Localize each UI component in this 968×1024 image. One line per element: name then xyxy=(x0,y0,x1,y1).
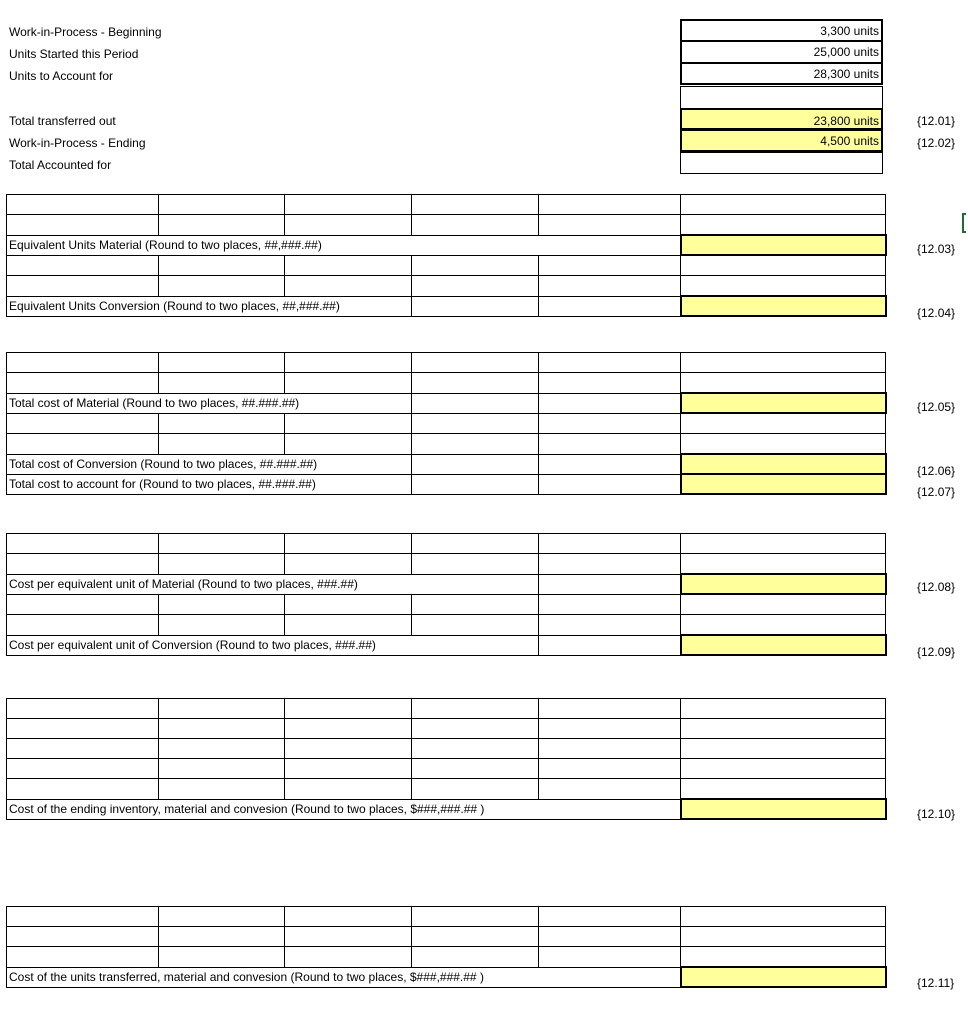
answer-eq-material[interactable] xyxy=(681,235,886,255)
label-wip-ending: Work-in-Process - Ending xyxy=(9,136,146,150)
label-transferred-cost: Cost of the units transferred, material and convesion (Round to two places, $###,###.## ) xyxy=(9,969,484,984)
table-row xyxy=(7,907,886,927)
label-eq-conversion: Equivalent Units Conversion (Round to two places, ##,###.##) xyxy=(9,298,340,313)
table-row xyxy=(7,276,886,297)
ref-12-03: {12.03} xyxy=(917,242,956,256)
ref-12-09: {12.09} xyxy=(917,645,956,659)
answer-transferred-cost[interactable] xyxy=(681,967,886,987)
value-wip-beginning: 3,300 units xyxy=(680,19,883,41)
table-row xyxy=(7,967,886,987)
ref-12-02: {12.02} xyxy=(917,136,956,150)
table-row xyxy=(7,195,886,215)
ref-12-07: {12.07} xyxy=(917,485,956,499)
label-total-transferred-out: Total transferred out xyxy=(9,114,116,128)
answer-cost-conversion[interactable] xyxy=(681,454,886,474)
value-units-to-account: 28,300 units xyxy=(680,63,883,85)
cost-per-unit-table xyxy=(6,533,887,656)
table-row xyxy=(7,413,886,434)
label-cost-total: Total cost to account for (Round to two places, ##.###.##) xyxy=(9,476,316,491)
ending-inventory-table xyxy=(6,698,887,820)
table-row xyxy=(7,615,886,636)
table-row xyxy=(7,574,886,594)
table-row xyxy=(7,235,886,255)
table-row xyxy=(7,534,886,554)
label-ending-inventory: Cost of the ending inventory, material and convesion (Round to two places, $###,###.## ) xyxy=(9,801,485,816)
transferred-cost-table xyxy=(6,906,887,988)
table-row xyxy=(7,215,886,236)
ref-12-11: {12.11} xyxy=(917,976,955,990)
table-row xyxy=(7,393,886,413)
table-row xyxy=(7,799,886,819)
ref-12-06: {12.06} xyxy=(917,464,956,478)
table-row xyxy=(7,353,886,373)
value-total-accounted[interactable] xyxy=(680,152,883,174)
ref-12-05: {12.05} xyxy=(917,400,956,414)
answer-eq-conversion[interactable] xyxy=(681,296,886,316)
label-total-accounted: Total Accounted for xyxy=(9,158,112,172)
table-row xyxy=(7,927,886,947)
table-row xyxy=(7,759,886,779)
blank-cell xyxy=(680,86,883,108)
ref-12-04: {12.04} xyxy=(917,306,956,320)
table-row xyxy=(7,947,886,968)
ref-12-01: {12.01} xyxy=(917,114,956,128)
table-row xyxy=(7,373,886,394)
label-wip-beginning: Work-in-Process - Beginning xyxy=(9,25,162,39)
answer-wip-ending[interactable]: 4,500 units xyxy=(680,130,883,152)
label-cpu-material: Cost per equivalent unit of Material (Round to two places, ###.##) xyxy=(9,576,358,591)
ref-12-08: {12.08} xyxy=(917,580,956,594)
answer-ending-inventory[interactable] xyxy=(681,799,886,819)
cell-cursor-marker xyxy=(962,213,966,233)
value-units-started: 25,000 units xyxy=(680,41,883,63)
label-units-started: Units Started this Period xyxy=(9,47,139,61)
table-row xyxy=(7,434,886,455)
answer-total-transferred-out[interactable]: 23,800 units xyxy=(680,108,883,130)
label-units-to-account: Units to Account for xyxy=(9,69,114,83)
table-row xyxy=(7,554,886,575)
table-row xyxy=(7,474,886,494)
label-cost-material: Total cost of Material (Round to two places, ##.###.##) xyxy=(9,395,300,410)
ref-12-10: {12.10} xyxy=(917,807,956,821)
equivalent-units-table xyxy=(6,194,887,317)
answer-cost-material[interactable] xyxy=(681,393,886,413)
table-row xyxy=(7,255,886,276)
answer-cpu-material[interactable] xyxy=(681,574,886,594)
label-cost-conversion: Total cost of Conversion (Round to two places, ##.###.##) xyxy=(9,456,318,471)
table-row xyxy=(7,594,886,615)
table-row xyxy=(7,296,886,316)
table-row xyxy=(7,779,886,800)
answer-cpu-conversion[interactable] xyxy=(681,635,886,655)
table-row xyxy=(7,699,886,719)
total-cost-table xyxy=(6,352,887,495)
label-eq-material: Equivalent Units Material (Round to two places, ##,###.##) xyxy=(9,237,322,252)
table-row xyxy=(7,454,886,474)
table-row xyxy=(7,719,886,739)
answer-cost-total[interactable] xyxy=(681,474,886,494)
label-cpu-conversion: Cost per equivalent unit of Conversion (Round to two places, ###.##) xyxy=(9,637,376,652)
table-row xyxy=(7,739,886,759)
table-row xyxy=(7,635,886,655)
